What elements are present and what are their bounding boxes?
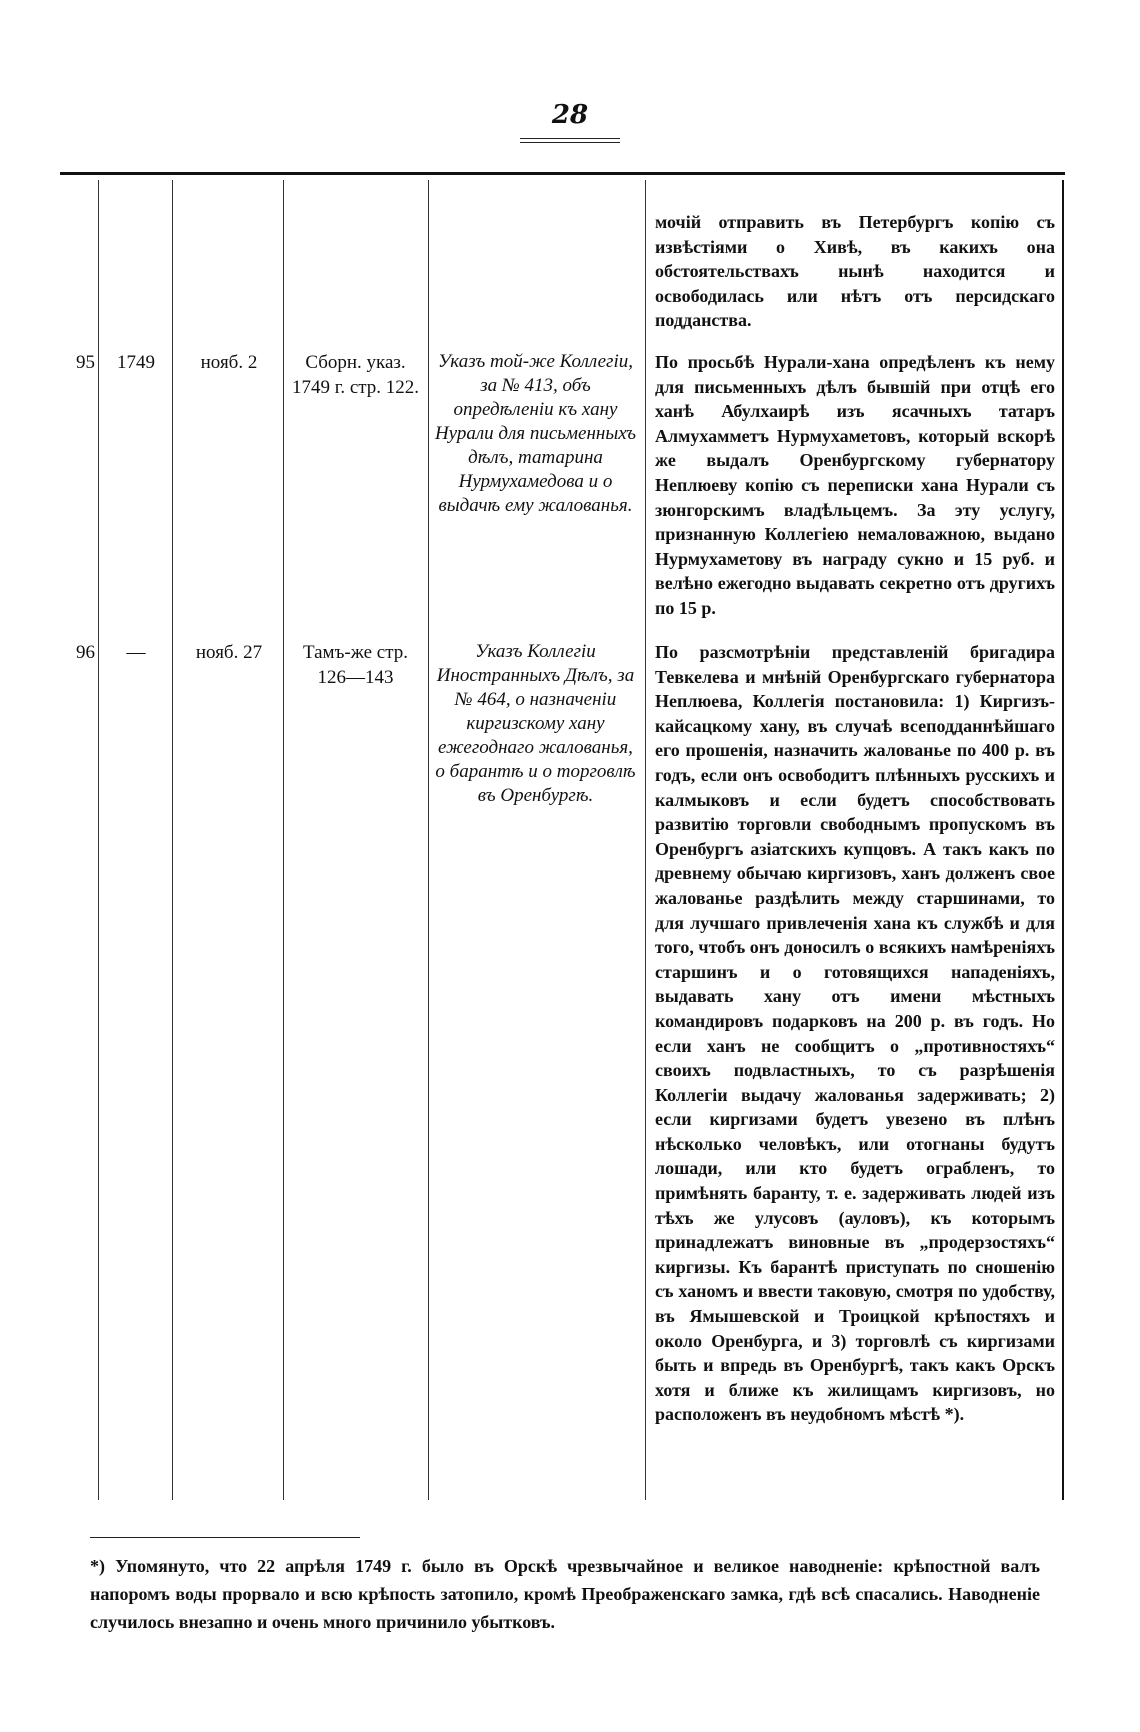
- entry-content: По просьбѣ Нурали-хана опредѣленъ къ нему для письменныхъ дѣлъ бывшій при отцѣ его ханѣ Абулхаирѣ изъ ясачныхъ татаръ Алмухамметъ Нурмухаметовъ, который вскорѣ же выдалъ Оренбургскому губернатору Неплюеву копію съ переписки хана Нурали съ зюнгорскимъ владѣльцемъ. За эту услугу, признанную Коллегіею немаловажною, выдано Нурмухаметову въ награду сукно и 15 руб. и велѣно ежегодно выдавать секретно отъ другихъ по 15 р.: [655, 352, 1055, 618]
- footnote: [90, 1552, 1040, 1636]
- entry-number: 95: [76, 352, 95, 373]
- entry-title: Указъ Коллегіи Иностранныхъ Дѣлъ, за № 464, о назначеніи киргизскому хану ежегоднаго жалованья, о барантѣ и о торговлѣ въ Оренбургѣ.: [435, 641, 636, 806]
- entry-source: Сборн. указ. 1749 г. стр. 122.: [291, 352, 420, 398]
- continuation-content: мочій отправить въ Петербургъ копію съ извѣстіями о Хивѣ, въ какихъ она обстоятельствахъ нынѣ находится и освободилась или нѣтъ отъ персидскаго подданства.: [655, 212, 1055, 331]
- footnote-rule: [90, 1537, 360, 1538]
- footnote-marker: *): [90, 1556, 105, 1576]
- column-divider: [428, 180, 429, 1500]
- entry-title: Указъ той-же Коллегіи, за № 413, объ опредѣленіи къ хану Нурали для письменныхъ дѣлъ, татарина Нурмухамедова и о выдачѣ ему жалованья.: [434, 351, 637, 516]
- entry-date: нояб. 27: [195, 642, 263, 663]
- column-divider: [283, 180, 284, 1500]
- entry-date: нояб. 2: [200, 352, 258, 373]
- table-top-rule: [60, 172, 1065, 175]
- entry-year: 1749: [117, 352, 155, 373]
- entry-year: —: [126, 642, 146, 663]
- column-divider: [645, 180, 646, 1500]
- page-number: 28: [551, 100, 589, 130]
- column-divider: [1062, 180, 1064, 1500]
- footnote-text: Упомянуто, что 22 апрѣля 1749 г. было въ Орскѣ чрезвычайное и великое наводненіе: крѣпостной валъ напоромъ воды прорвало и всю крѣпость затопило, кромѣ Преображенскаго замка, гдѣ всѣ спасались. Наводненіе случилось внезапно и очень много причинило убытковъ.: [90, 1556, 1040, 1632]
- entry-content: По разсмотрѣніи представленій бригадира Тевкелева и мнѣній Оренбургскаго губернатора Неплюева, Коллегія постановила: 1) Киргизъ-кайсацкому хану, въ случаѣ всеподданнѣйшаго его прошенія, назначить жалованье по 400 р. въ годъ, если онъ освободитъ плѣнныхъ русскихъ и калмыковъ и если будетъ способствовать развитію торговли свободнымъ пропускомъ въ Оренбургъ азіатскихъ купцовъ. А такъ какъ по древнему обычаю киргизовъ, ханъ долженъ свое жалованье раздѣлить между старшинами, то для лучшаго привлеченія хана къ службѣ и для того, чтобъ онъ доносилъ о всякихъ намѣреніяхъ старшинъ и о готовящихся нападеніяхъ, выдавать хану отъ имени мѣстныхъ командировъ подарковъ на 200 р. въ годъ. Но если ханъ не сообщитъ о „противностяхъ“ своихъ подвластныхъ, то съ разрѣшенія Коллегіи выдачу жалованья задерживать; 2) если киргизами будетъ увезено въ плѣнъ нѣсколько человѣкъ, или отогнаны будутъ лошади, или кто будетъ ограбленъ, то примѣнять баранту, т. е. задерживать людей изъ тѣхъ же улусовъ (ауловъ), къ которымъ принадлежатъ виновные въ „продерзостяхъ“ киргизы. Къ барантѣ приступать по сношенію съ ханомъ и ввести таковую, смотря по удобству, въ Ямышевской и Троицкой крѣпостяхъ и около Оренбурга, и 3) торговлѣ съ киргизами быть и впредь въ Оренбургѣ, такъ какъ Орскъ хотя и ближе къ жилищамъ киргизовъ, но расположенъ въ неудобномъ мѣстѣ *).: [655, 642, 1055, 1425]
- page-number-underline: [520, 138, 620, 143]
- column-divider: [172, 180, 173, 1500]
- column-divider: [98, 180, 99, 1500]
- entry-source: Тамъ-же стр. 126—143: [302, 642, 409, 688]
- entry-number: 96: [76, 642, 95, 663]
